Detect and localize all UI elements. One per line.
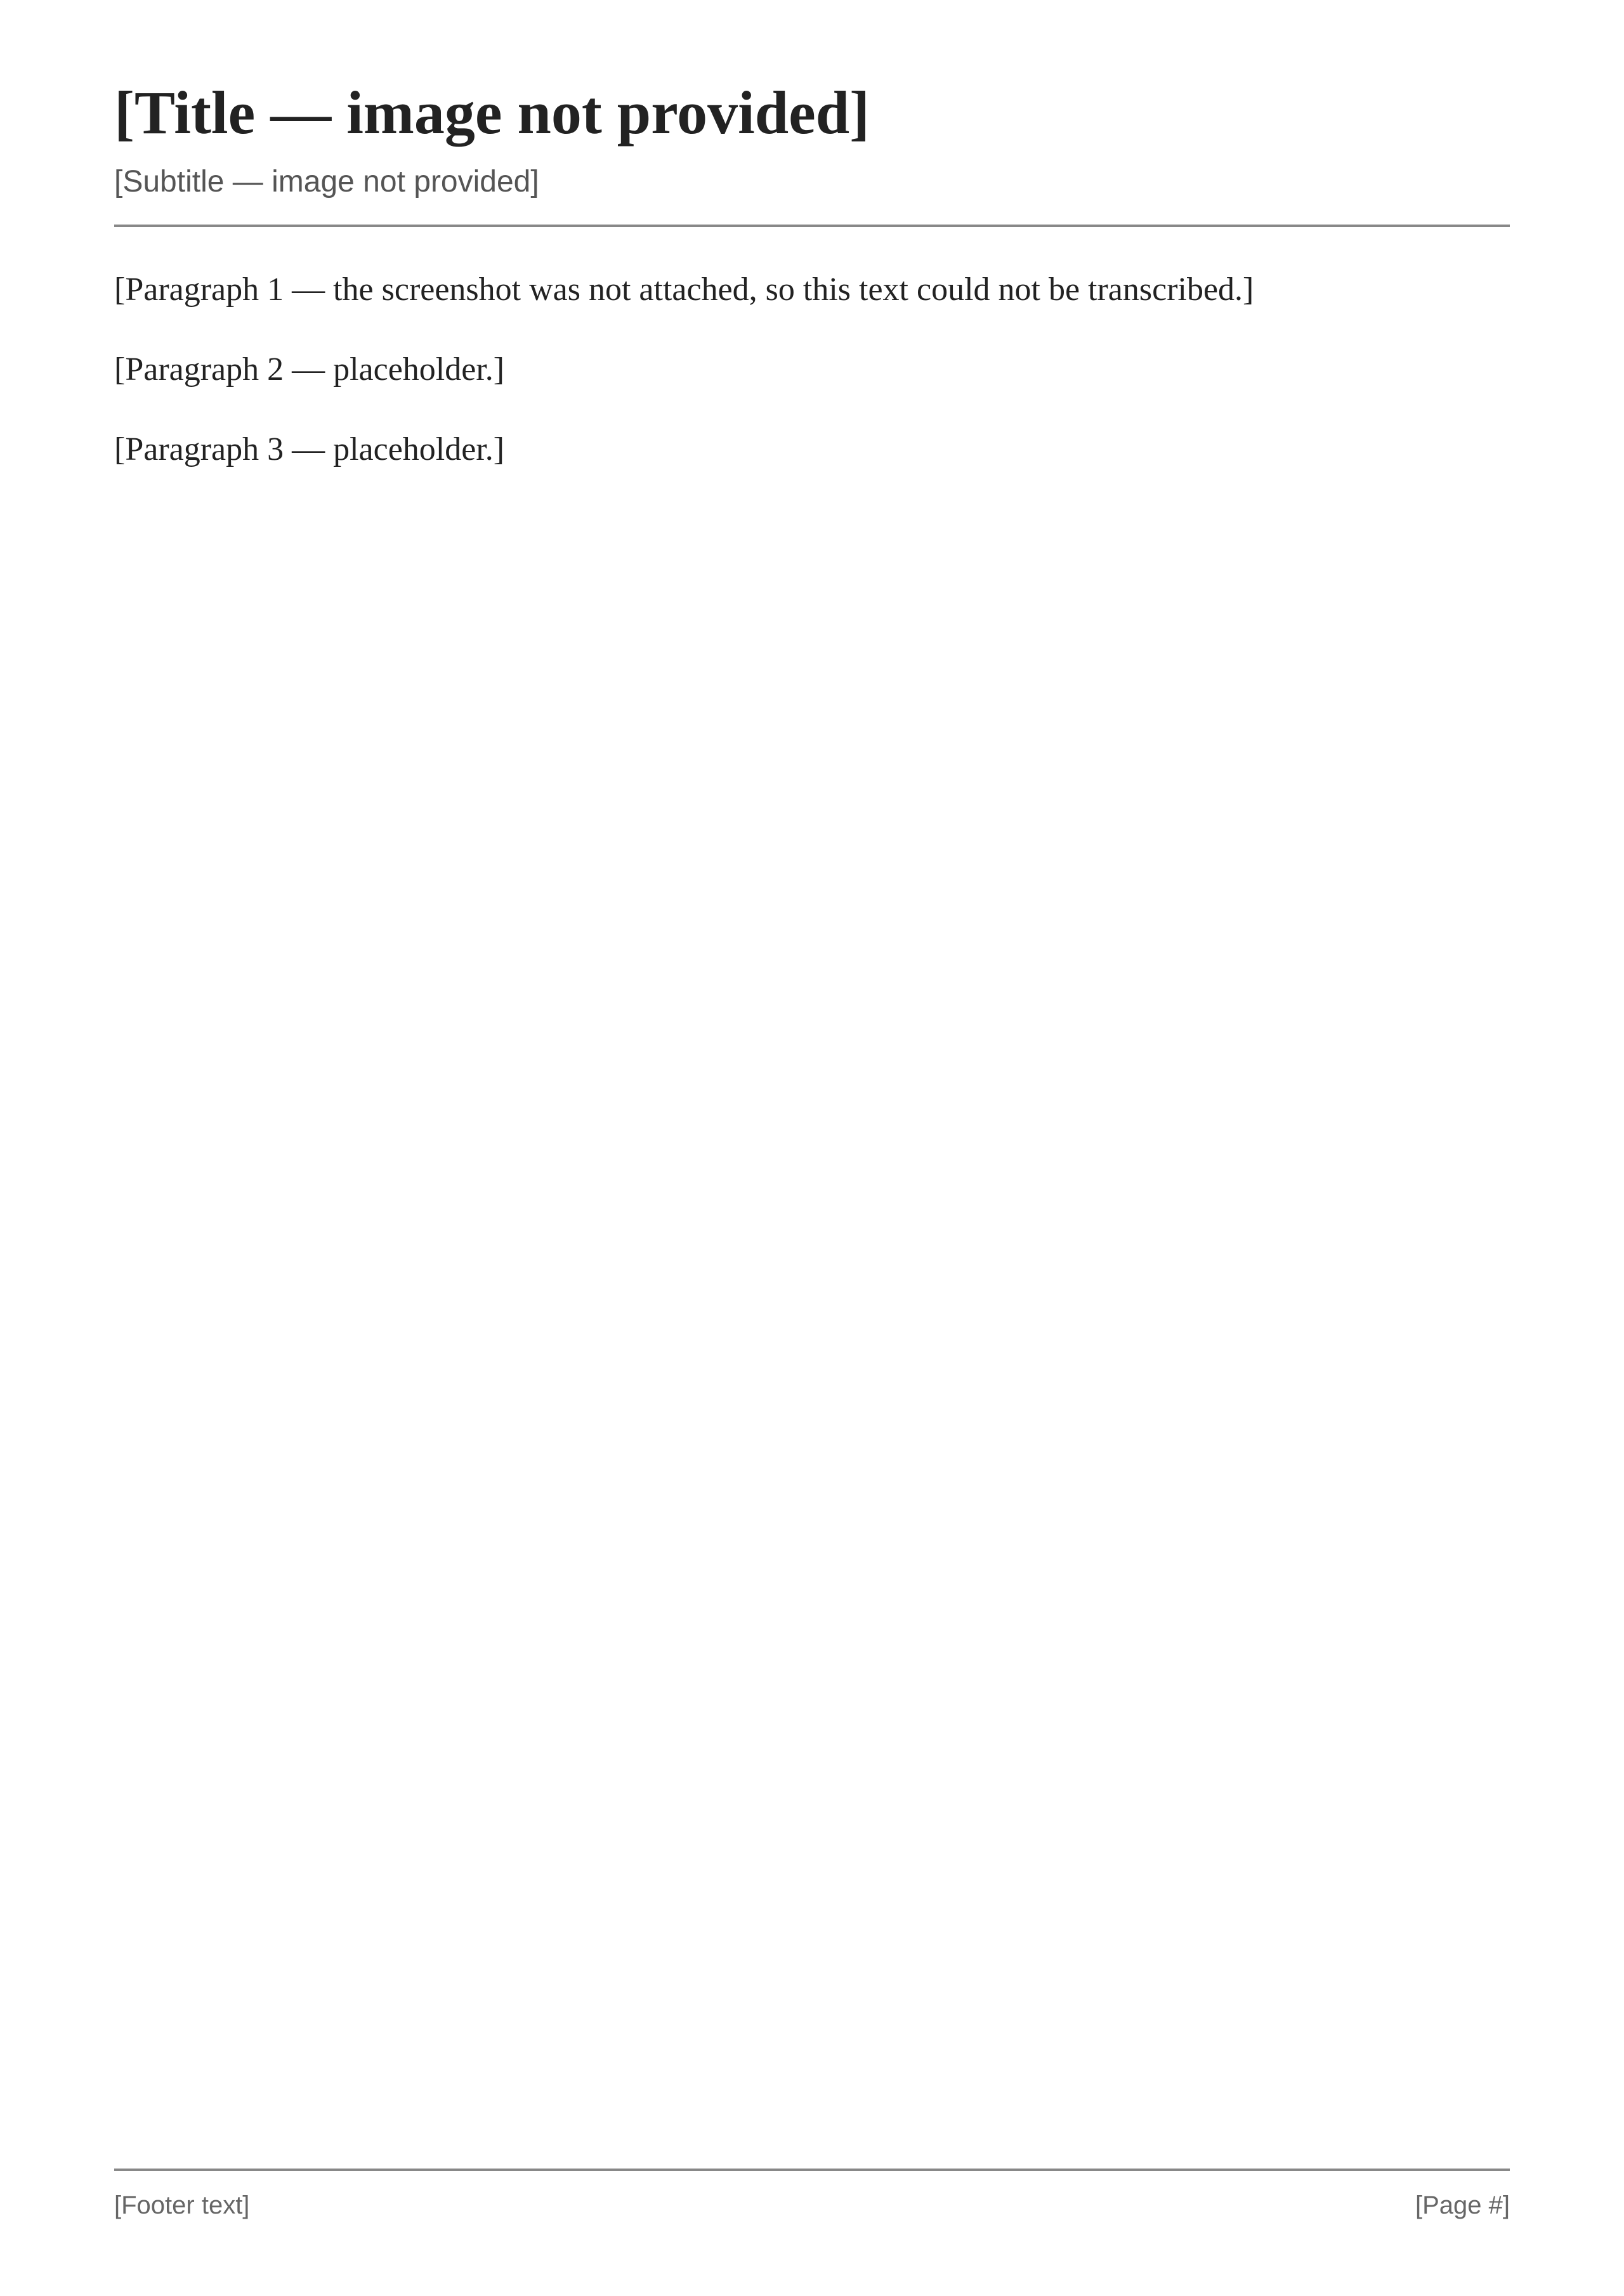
page-subtitle: [Subtitle — image not provided]	[114, 165, 539, 199]
body-paragraph: [Paragraph 3 — placeholder.]	[114, 431, 505, 468]
page-title: [Title — image not provided]	[114, 79, 870, 147]
footer-text: [Footer text]	[114, 2191, 250, 2219]
body-paragraph: [Paragraph 1 — the screenshot was not attached, so this text could not be transcribed.]	[114, 271, 1254, 308]
page-footer	[114, 2169, 1510, 2220]
page-header	[114, 76, 1510, 227]
page-number: [Page #]	[1415, 2191, 1510, 2219]
document-body	[114, 265, 1510, 2130]
body-paragraph: [Paragraph 2 — placeholder.]	[114, 351, 505, 388]
